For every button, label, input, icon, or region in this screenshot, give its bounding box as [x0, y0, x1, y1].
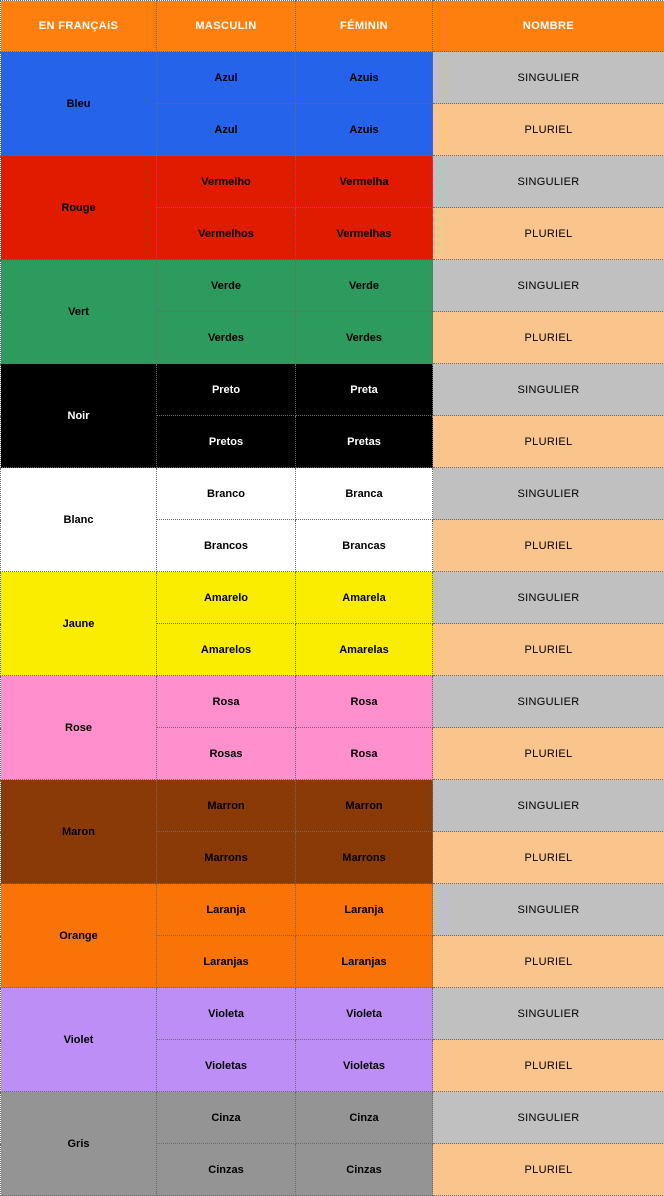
- number-singular-cell: SINGULIER: [433, 884, 664, 936]
- feminine-plural-cell: Violetas: [296, 1040, 433, 1092]
- header-cell-masculin: MASCULIN: [157, 1, 296, 52]
- color-name-cell: Vert: [1, 260, 157, 364]
- feminine-plural-cell: Pretas: [296, 416, 433, 468]
- feminine-singular-cell: Laranja: [296, 884, 433, 936]
- number-plural-cell: PLURIEL: [433, 312, 664, 364]
- table-row: [1, 780, 664, 832]
- number-singular-cell: SINGULIER: [433, 364, 664, 416]
- masculine-singular-cell: Cinza: [157, 1092, 296, 1144]
- number-singular-cell: SINGULIER: [433, 156, 664, 208]
- feminine-singular-cell: Azuis: [296, 52, 433, 104]
- masculine-singular-cell: Preto: [157, 364, 296, 416]
- header-row: [1, 1, 664, 52]
- number-plural-cell: PLURIEL: [433, 728, 664, 780]
- header-cell-feminin: FÉMININ: [296, 1, 433, 52]
- feminine-plural-cell: Marrons: [296, 832, 433, 884]
- header-cell-francais: EN FRANÇAiS: [1, 1, 157, 52]
- masculine-plural-cell: Laranjas: [157, 936, 296, 988]
- number-singular-cell: SINGULIER: [433, 52, 664, 104]
- table-row: [1, 364, 664, 416]
- feminine-plural-cell: Verdes: [296, 312, 433, 364]
- masculine-plural-cell: Vermelhos: [157, 208, 296, 260]
- table-row: [1, 1092, 664, 1144]
- masculine-singular-cell: Azul: [157, 52, 296, 104]
- masculine-singular-cell: Rosa: [157, 676, 296, 728]
- table-header: [1, 1, 664, 52]
- number-plural-cell: PLURIEL: [433, 1144, 664, 1196]
- feminine-singular-cell: Branca: [296, 468, 433, 520]
- table-row: [1, 884, 664, 936]
- table-row: [1, 988, 664, 1040]
- number-plural-cell: PLURIEL: [433, 624, 664, 676]
- feminine-plural-cell: Cinzas: [296, 1144, 433, 1196]
- masculine-plural-cell: Cinzas: [157, 1144, 296, 1196]
- feminine-plural-cell: Brancas: [296, 520, 433, 572]
- color-name-cell: Gris: [1, 1092, 157, 1196]
- masculine-singular-cell: Laranja: [157, 884, 296, 936]
- color-name-cell: Rouge: [1, 156, 157, 260]
- number-plural-cell: PLURIEL: [433, 1040, 664, 1092]
- table-row: [1, 572, 664, 624]
- feminine-singular-cell: Verde: [296, 260, 433, 312]
- color-name-cell: Bleu: [1, 52, 157, 156]
- color-name-cell: Orange: [1, 884, 157, 988]
- number-singular-cell: SINGULIER: [433, 1092, 664, 1144]
- table-row: [1, 260, 664, 312]
- masculine-plural-cell: Azul: [157, 104, 296, 156]
- masculine-singular-cell: Marron: [157, 780, 296, 832]
- table-row: [1, 676, 664, 728]
- number-singular-cell: SINGULIER: [433, 468, 664, 520]
- color-name-cell: Rose: [1, 676, 157, 780]
- table-row: [1, 468, 664, 520]
- table-row: [1, 156, 664, 208]
- number-plural-cell: PLURIEL: [433, 936, 664, 988]
- number-plural-cell: PLURIEL: [433, 416, 664, 468]
- color-name-cell: Blanc: [1, 468, 157, 572]
- feminine-plural-cell: Rosa: [296, 728, 433, 780]
- number-plural-cell: PLURIEL: [433, 208, 664, 260]
- table-body: [1, 52, 664, 1196]
- feminine-plural-cell: Vermelhas: [296, 208, 433, 260]
- number-singular-cell: SINGULIER: [433, 676, 664, 728]
- feminine-singular-cell: Amarela: [296, 572, 433, 624]
- masculine-plural-cell: Marrons: [157, 832, 296, 884]
- number-singular-cell: SINGULIER: [433, 988, 664, 1040]
- feminine-plural-cell: Amarelas: [296, 624, 433, 676]
- number-singular-cell: SINGULIER: [433, 780, 664, 832]
- color-name-cell: Violet: [1, 988, 157, 1092]
- masculine-plural-cell: Violetas: [157, 1040, 296, 1092]
- masculine-singular-cell: Amarelo: [157, 572, 296, 624]
- table-row: [1, 52, 664, 104]
- color-name-cell: Noir: [1, 364, 157, 468]
- masculine-plural-cell: Pretos: [157, 416, 296, 468]
- feminine-plural-cell: Laranjas: [296, 936, 433, 988]
- masculine-singular-cell: Branco: [157, 468, 296, 520]
- masculine-singular-cell: Violeta: [157, 988, 296, 1040]
- masculine-singular-cell: Verde: [157, 260, 296, 312]
- feminine-singular-cell: Cinza: [296, 1092, 433, 1144]
- feminine-singular-cell: Preta: [296, 364, 433, 416]
- feminine-singular-cell: Vermelha: [296, 156, 433, 208]
- masculine-plural-cell: Amarelos: [157, 624, 296, 676]
- masculine-plural-cell: Rosas: [157, 728, 296, 780]
- color-name-cell: Jaune: [1, 572, 157, 676]
- masculine-plural-cell: Brancos: [157, 520, 296, 572]
- masculine-plural-cell: Verdes: [157, 312, 296, 364]
- feminine-singular-cell: Violeta: [296, 988, 433, 1040]
- color-name-cell: Maron: [1, 780, 157, 884]
- number-singular-cell: SINGULIER: [433, 260, 664, 312]
- number-plural-cell: PLURIEL: [433, 520, 664, 572]
- feminine-singular-cell: Marron: [296, 780, 433, 832]
- feminine-plural-cell: Azuis: [296, 104, 433, 156]
- masculine-singular-cell: Vermelho: [157, 156, 296, 208]
- number-plural-cell: PLURIEL: [433, 104, 664, 156]
- number-plural-cell: PLURIEL: [433, 832, 664, 884]
- feminine-singular-cell: Rosa: [296, 676, 433, 728]
- header-cell-nombre: NOMBRE: [433, 1, 664, 52]
- number-singular-cell: SINGULIER: [433, 572, 664, 624]
